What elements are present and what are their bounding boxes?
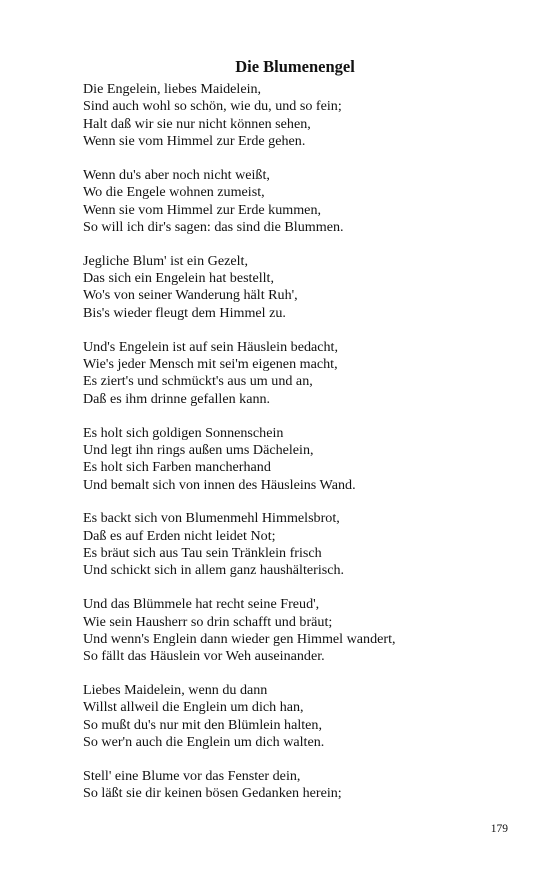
verse-line: Es backt sich von Blumenmehl Himmelsbrot, bbox=[83, 510, 340, 527]
verse-line: Das sich ein Engelein hat bestellt, bbox=[83, 270, 274, 287]
verse-line: Wo die Engele wohnen zumeist, bbox=[83, 184, 265, 201]
stanza bbox=[83, 253, 523, 322]
verse-line: Die Engelein, liebes Maidelein, bbox=[83, 81, 262, 97]
poem-title: Die Blumenengel bbox=[235, 57, 355, 76]
verse-line: Stell' eine Blume vor das Fenster dein, bbox=[83, 768, 301, 784]
verse-line: Und das Blümmele hat recht seine Freud', bbox=[83, 596, 320, 613]
stanza bbox=[83, 425, 523, 494]
verse-line: Es holt sich goldigen Sonnenschein bbox=[83, 424, 284, 441]
verse-line: So wer'n auch die Englein um dich walten. bbox=[83, 734, 325, 751]
verse-line: Es bräut sich aus Tau sein Tränklein frisch bbox=[83, 545, 322, 562]
stanza bbox=[83, 167, 523, 236]
verse-line: Wenn sie vom Himmel zur Erde gehen. bbox=[83, 133, 306, 150]
verse-line: Halt daß wir sie nur nicht können sehen, bbox=[83, 115, 311, 132]
verse-line: Wo's von seiner Wanderung hält Ruh', bbox=[83, 287, 298, 304]
verse-line: Und legt ihn rings außen ums Dächelein, bbox=[83, 441, 314, 458]
verse-line: Sind auch wohl so schön, wie du, und so fein; bbox=[83, 98, 342, 115]
verse-line: So läßt sie dir keinen bösen Gedanken herein; bbox=[83, 785, 342, 802]
verse-line: Und schickt sich in allem ganz haushälterisch. bbox=[83, 562, 345, 579]
stanza bbox=[83, 682, 523, 751]
verse-line: Wie sein Hausherr so drin schafft und bräut; bbox=[83, 613, 333, 630]
stanza bbox=[83, 596, 523, 665]
verse-line: Daß es ihm drinne gefallen kann. bbox=[83, 390, 271, 407]
stanza bbox=[83, 339, 523, 408]
verse-line: Wenn du's aber noch nicht weißt, bbox=[83, 166, 270, 183]
verse-line: So mußt du's nur mit den Blümlein halten, bbox=[83, 716, 322, 733]
verse-line: Und bemalt sich von innen des Häusleins Wand. bbox=[83, 476, 356, 493]
poem-body bbox=[83, 81, 523, 819]
page-number: 179 bbox=[490, 823, 508, 835]
verse-line: Und's Engelein ist auf sein Häuslein bedacht, bbox=[83, 338, 338, 355]
verse-line: Jegliche Blum' ist ein Gezelt, bbox=[83, 252, 248, 269]
stanza bbox=[83, 768, 523, 803]
verse-line: Es ziert's und schmückt's aus um und an, bbox=[83, 373, 313, 390]
verse-line: Und wenn's Englein dann wieder gen Himmel wandert, bbox=[83, 630, 396, 647]
stanza bbox=[83, 81, 523, 150]
verse-line: Liebes Maidelein, wenn du dann bbox=[83, 682, 268, 699]
verse-line: Es holt sich Farben mancherhand bbox=[83, 459, 271, 476]
verse-line: Wenn sie vom Himmel zur Erde kummen, bbox=[83, 201, 322, 218]
verse-line: Willst allweil die Englein um dich han, bbox=[83, 699, 304, 716]
verse-line: So will ich dir's sagen: das sind die Blummen. bbox=[83, 218, 344, 235]
verse-line: Wie's jeder Mensch mit sei'm eigenen macht, bbox=[83, 355, 338, 372]
verse-line: Daß es auf Erden nicht leidet Not; bbox=[83, 527, 276, 544]
verse-line: So fällt das Häuslein vor Weh auseinander. bbox=[83, 648, 325, 665]
verse-line: Bis's wieder fleugt dem Himmel zu. bbox=[83, 304, 286, 321]
stanza bbox=[83, 510, 523, 579]
